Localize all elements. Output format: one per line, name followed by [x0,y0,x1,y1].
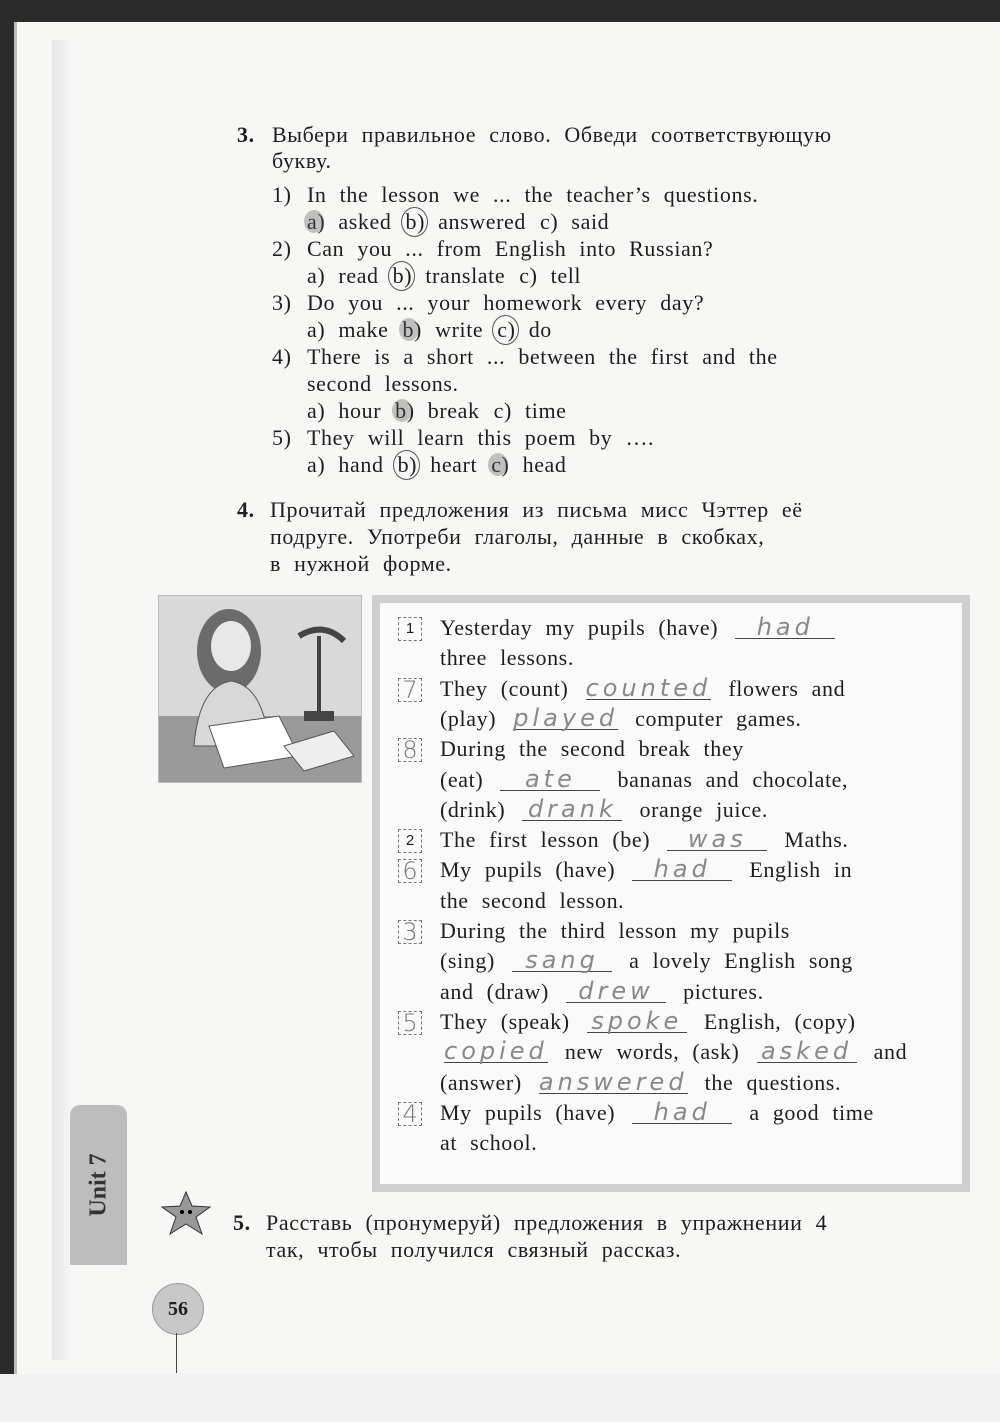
options-row [307,209,623,235]
sentence-text: Yesterday my pupils (have) [440,615,719,640]
instruction-line: Прочитай предложения из письма мисс Чэттер её [270,497,803,522]
order-number-box[interactable]: 8 [398,738,422,762]
sentence-text: at school. [440,1130,538,1156]
sentence-text: During the second break they [440,736,744,762]
sentence-line [440,1097,874,1126]
sentence-line [440,948,853,974]
order-number-box[interactable]: 1 [398,617,422,641]
option-word: hour [338,398,382,423]
sentence-line [440,1039,907,1065]
answer-blank[interactable]: sang [512,949,612,972]
sentence-line [440,794,768,823]
sentence-text: pictures. [683,978,764,1004]
answer-blank[interactable]: copied [444,1037,548,1066]
illustration-teacher-writing [158,595,362,783]
sentence-text: (drink) [440,796,506,822]
option-word: answered [438,209,527,234]
sentence-text: My pupils (have) [440,857,616,883]
answer-blank[interactable]: ate [500,768,600,791]
sentence-line [440,888,624,914]
sentence-line [440,918,790,944]
option-word: hand [338,452,384,477]
option[interactable] [307,398,381,424]
sentence-text: (sing) [440,948,495,974]
option-word: head [522,452,567,477]
question-text: second lessons. [307,371,459,396]
sentence-text: orange juice. [639,796,768,822]
option[interactable] [307,317,388,343]
sentence-text: (eat) [440,766,484,792]
option-letter: a) [307,209,326,234]
option-letter: c) [519,263,538,288]
sentence-line [440,615,839,641]
letter-box [372,595,970,1192]
option-word: read [338,263,379,288]
answer-blank[interactable]: drew [566,980,666,1003]
sentence-text: My pupils (have) [440,1099,616,1125]
balloon-string [176,1333,179,1373]
options-row [307,317,566,343]
instruction-line: Расставь (пронумеруй) предложения в упражнении 4 [266,1210,828,1235]
answer-blank[interactable]: had [632,858,732,881]
option-letter: a) [307,317,326,342]
option[interactable] [398,452,478,478]
answer-blank[interactable]: drank [522,798,622,821]
sentence-text: (play) [440,705,497,731]
instruction-line: букву. [272,148,332,173]
option[interactable] [307,209,392,235]
option[interactable] [519,263,581,289]
option-letter: a) [307,263,326,288]
exercise-number: 3. [237,122,255,147]
page-number-balloon: 56 [152,1283,204,1335]
options-row [307,452,581,478]
option[interactable] [491,452,566,478]
item-number: 1) [272,182,292,207]
option[interactable] [497,317,552,343]
option[interactable] [395,398,480,424]
sentence-text: bananas and chocolate, [617,766,849,792]
option[interactable] [494,398,567,424]
exercise-number: 4. [237,497,255,522]
exercise-number: 5. [233,1210,251,1235]
option-word: break [427,398,480,423]
option-word: translate [425,263,506,288]
option-letter: b) [392,263,413,288]
option-letter: c) [497,317,516,342]
option[interactable] [406,209,527,235]
sentence-text: computer games. [635,705,802,731]
unit-tab: Unit 7 [70,1105,127,1265]
answer-blank[interactable]: counted [585,673,712,702]
instruction-line: так, чтобы получился связный рассказ. [266,1237,682,1262]
sentence-text: a lovely English song [629,948,853,974]
options-row [307,398,581,424]
option-letter: c) [493,398,512,423]
sentence-line [440,764,849,793]
question-text: Can you ... from English into Russian? [307,236,714,261]
sentence-text: flowers and [728,675,846,701]
sentence-text: three lessons. [440,645,574,671]
option-letter: b) [395,398,415,423]
option[interactable] [402,317,483,343]
answer-blank[interactable]: had [632,1101,732,1124]
answer-blank[interactable]: had [735,616,835,639]
option-letter: c) [540,209,559,234]
answer-blank[interactable]: was [667,828,767,851]
sentence-text: Maths. [784,827,849,853]
item-number: 2) [272,236,292,261]
sentence-text: (answer) [440,1069,522,1095]
option[interactable] [307,452,384,478]
sentence-text: and [873,1039,908,1065]
question-text: They will learn this poem by …. [307,425,655,450]
option-letter: a) [307,398,326,423]
option-letter: b) [405,209,426,234]
sentence-text: a good time [749,1099,874,1125]
sentence-line [440,1130,537,1156]
question-text: Do you ... your homework every day? [307,290,705,315]
option[interactable] [540,209,609,235]
item-number: 3) [272,290,292,315]
sentence-text: English in [749,857,853,883]
instruction-line: подруге. Употреби глаголы, данные в скобках, [270,524,765,549]
sentence-text: During the third lesson my pupils [440,918,790,943]
option-word: time [525,398,567,423]
option-word: make [338,317,389,342]
order-number-box[interactable]: 2 [398,829,422,853]
question-text: In the lesson we ... the teacher’s questions. [307,182,759,207]
option[interactable] [393,263,506,289]
order-number-box[interactable]: 7 [398,678,422,702]
order-number-box[interactable]: 3 [398,920,422,944]
option-word: heart [430,452,478,477]
answer-blank[interactable]: asked [757,1040,857,1063]
instruction-line: Выбери правильное слово. Обведи соответствующую [272,122,832,147]
option-word: tell [550,263,582,288]
options-row [307,263,595,289]
sentence-line [440,976,764,1005]
sentence-text: the questions. [704,1069,842,1095]
answer-blank[interactable]: spoke [587,1010,687,1033]
order-number-box[interactable]: 6 [398,859,422,883]
sentence-line [440,736,744,762]
option-letter: c) [491,452,510,477]
sentence-line [440,857,852,883]
order-number-box[interactable]: 5 [398,1011,422,1035]
option-word: asked [338,209,392,234]
item-number: 5) [272,425,292,450]
option[interactable] [307,263,379,289]
sentence-line [440,645,574,671]
sentence-text: They (count) [440,675,569,701]
sentence-text: The first lesson (be) [440,827,651,853]
sentence-text: and (draw) [440,978,549,1004]
sentence-text: new words, (ask) [564,1039,740,1065]
sentence-text: English, (copy) [703,1008,856,1034]
answer-blank[interactable]: answered [538,1067,688,1096]
answer-blank[interactable]: played [513,703,619,732]
option-letter: b) [397,452,418,477]
option-letter: a) [307,452,326,477]
option-word: said [571,209,610,234]
sentence-text: the second lesson. [440,887,625,913]
instruction-line: в нужной форме. [270,551,452,576]
order-number-box[interactable]: 4 [398,1102,422,1126]
sentence-line [440,1006,856,1035]
sentence-line [440,1067,842,1096]
sentence-text: They (speak) [440,1008,570,1034]
sentence-line [440,673,846,702]
option-letter: b) [402,317,422,342]
option-word: do [528,317,552,342]
sentence-line [440,703,802,732]
sentence-line [440,827,849,853]
item-number: 4) [272,344,292,369]
question-text: There is a short ... between the first and the [307,344,778,369]
option-word: write [435,317,484,342]
page-edge [52,40,70,1360]
scan-margin [0,1374,1000,1422]
star-character-icon [158,1190,214,1236]
